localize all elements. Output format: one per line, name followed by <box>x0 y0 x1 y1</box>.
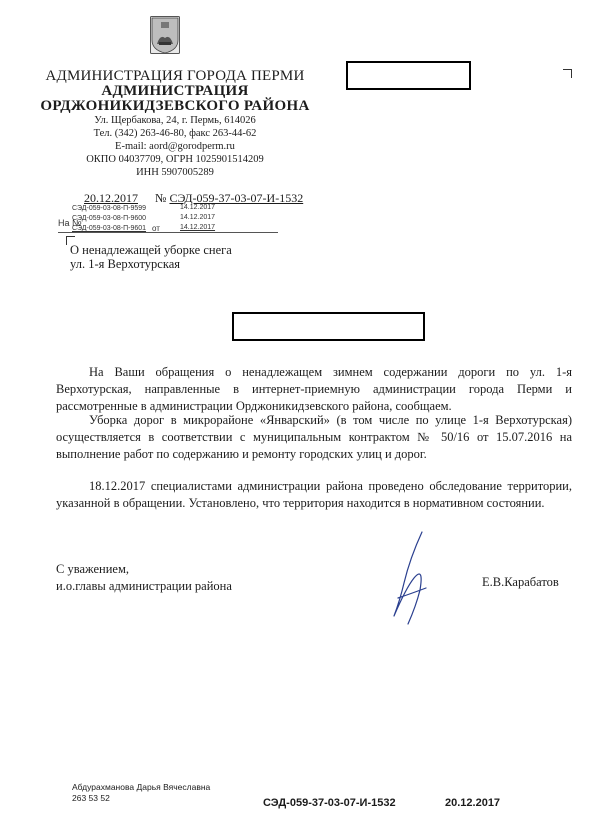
ref-date-3: 14.12.2017 <box>180 224 216 231</box>
ref-prefix: На № <box>58 218 82 228</box>
ref-num-3: СЭД-059-03-08-П-9601 <box>72 225 147 232</box>
signer-name: Е.В.Карабатов <box>482 575 559 589</box>
org-okpo: ОКПО 04037709, ОГРН 1025901514209 <box>86 154 264 165</box>
org-name-line1: АДМИНИСТРАЦИЯ ГОРОДА ПЕРМИ <box>45 68 305 84</box>
ref-num-1: СЭД-059-03-08-П-9599 <box>72 205 147 212</box>
org-inn: ИНН 5907005289 <box>136 167 214 178</box>
city-emblem-icon <box>150 16 180 54</box>
addressee-corner-mark <box>563 69 572 78</box>
ref-date-2: 14.12.2017 <box>180 214 216 221</box>
footer-doc-date: 20.12.2017 <box>445 797 501 809</box>
org-address: Ул. Щербакова, 24, г. Пермь, 614026 <box>94 115 256 126</box>
body-paragraph-1: На Ваши обращения о ненадлежащем зимнем содержании дороги по ул. 1-я Верхотурская, направленные в интернет-приемную администрации города Перми и рассмотренные в администрации Орджоникидзевского района, сообщаем. <box>56 365 572 413</box>
signature-block <box>56 561 232 595</box>
executor-phone: 263 53 52 <box>72 793 110 803</box>
ref-from: от <box>152 224 160 233</box>
org-name-line2: АДМИНИСТРАЦИЯ <box>101 83 249 99</box>
ref-num-2: СЭД-059-03-08-П-9600 <box>72 215 147 222</box>
ref-date-1: 14.12.2017 <box>180 204 216 211</box>
registration-number: СЭД-059-37-03-07-И-1532 <box>169 191 304 205</box>
registration-date: 20.12.2017 <box>84 191 138 205</box>
body-paragraph-2: Уборка дорог в микрорайоне «Январский» (в том числе по улице 1-я Верхотурская) осуществляется в соответствии с муниципальным контрактом № 50/16 от 15.07.2016 на выполнение работ по содержанию и ремонту городских улиц и дорог. <box>56 413 572 461</box>
signature-position: и.о.главы администрации района <box>56 579 232 593</box>
subject-line1: О ненадлежащей уборке снега <box>70 243 232 257</box>
body-paragraph-3: 18.12.2017 специалистами администрации района проведено обследование территории, указанной в обращении. Установлено, что территория находится в нормативном состоянии. <box>56 479 572 510</box>
org-name-line3: ОРДЖОНИКИДЗЕВСКОГО РАЙОНА <box>40 98 310 114</box>
org-phone: Тел. (342) 263-46-80, факс 263-44-62 <box>93 128 257 139</box>
handwritten-signature-icon <box>380 528 440 628</box>
signature-closing: С уважением, <box>56 562 129 576</box>
registration-divider <box>58 232 278 233</box>
executor-info <box>72 782 210 804</box>
subject <box>70 243 232 271</box>
org-email: E-mail: aord@gorodperm.ru <box>115 141 235 152</box>
registration-number-prefix: № <box>155 191 167 205</box>
redacted-salutation-box <box>232 312 425 341</box>
redacted-addressee-box <box>346 61 471 90</box>
footer-doc-number: СЭД-059-37-03-07-И-1532 <box>263 797 396 809</box>
executor-name: Абдурахманова Дарья Вячеславна <box>72 782 211 792</box>
subject-line2: ул. 1-я Верхотурская <box>70 257 180 271</box>
